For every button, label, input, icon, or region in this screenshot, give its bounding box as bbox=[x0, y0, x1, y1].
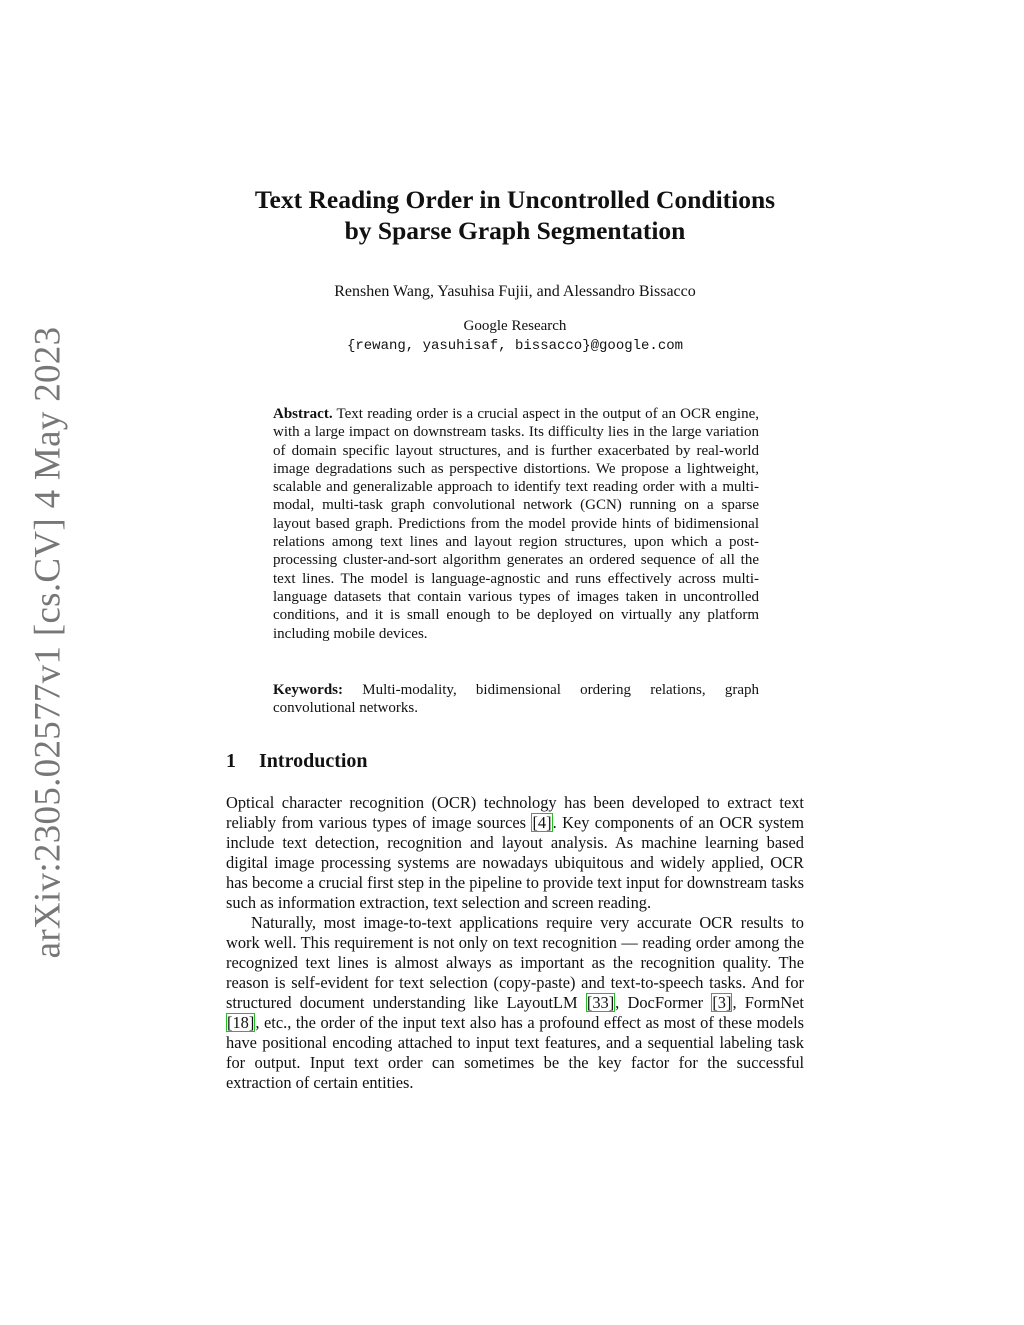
citation-link-33[interactable]: [33] bbox=[586, 993, 615, 1012]
paragraph-2-text-a: Naturally, most image-to-text applications require very accurate OCR results to work well. This requirement is not only on text recognition — reading order among the recognized text lines is almost always as important as the recognition quality. The reason is self-evident for text selection (copy-paste) and text-to-speech tasks. And for structured document understanding like LayoutLM bbox=[226, 913, 804, 1012]
keywords-label: Keywords: bbox=[273, 682, 343, 698]
keywords bbox=[273, 681, 759, 718]
paper-title-line-2: by Sparse Graph Segmentation bbox=[344, 216, 686, 245]
paper-title-line-1: Text Reading Order in Uncontrolled Conditions bbox=[254, 185, 776, 214]
affiliation: Google Research bbox=[463, 318, 567, 334]
abstract-text: Text reading order is a crucial aspect in the output of an OCR engine, with a large impact on downstream tasks. Its difficulty lies in the large variation of domain specific layout structures, and is further exacerbated by real-world image degradations such as perspective distortions. We propose a lightweight, scalable and generalizable approach to identify text reading order with a multi-modal, multi-task graph convolutional network (GCN) running on a sparse layout based graph. Predictions from the model provide hints of bidimensional relations among text lines and layout region structures, upon which a post-processing cluster-and-sort algorithm generates an ordered sequence of all the text lines. The model is language-agnostic and runs effectively across multi-language datasets that contain various types of images taken in uncontrolled conditions, and it is small enough to be deployed on virtually any platform including mobile devices. bbox=[273, 406, 759, 642]
citation-link-18[interactable]: [18] bbox=[227, 1013, 255, 1032]
section-number: 1 bbox=[226, 750, 236, 772]
arxiv-identifier-stamp bbox=[22, 326, 74, 959]
paragraph-1-text-b: . Key components of an OCR system include text detection, recognition and layout analysis. As machine learning based digital image processing systems are nowadays ubiquitous and widely applied, OCR has become a crucial first step in the pipeline to provide text input for downstream tasks such as information extraction, text selection and screen reading. bbox=[226, 813, 804, 912]
paragraph-2 bbox=[226, 913, 804, 1093]
author-emails: {rewang, yasuhisaf, bissacco}@google.com bbox=[346, 338, 684, 354]
abstract-label: Abstract. bbox=[273, 406, 333, 422]
paragraph-1 bbox=[226, 793, 804, 913]
citation-link-3[interactable]: [3] bbox=[712, 993, 732, 1012]
author-list: Renshen Wang, Yasuhisa Fujii, and Alessandro Bissacco bbox=[334, 283, 696, 300]
section-heading-introduction bbox=[226, 750, 368, 773]
paragraph-1-text-a: Optical character recognition (OCR) technology has been developed to extract text reliably from various types of image sources bbox=[226, 793, 804, 832]
introduction-body bbox=[226, 793, 804, 1093]
paragraph-2-text-c: , FormNet bbox=[732, 993, 804, 1012]
abstract bbox=[273, 405, 759, 643]
section-title: Introduction bbox=[259, 750, 368, 772]
paragraph-2-text-d: , etc., the order of the input text also has a profound effect as most of these models have positional encoding attached to input text features, and a sequential labeling task for output. Input text order can sometimes be the key factor for the successful extraction of certain entities. bbox=[226, 1013, 804, 1092]
paper-title bbox=[150, 184, 880, 246]
citation-link-4[interactable]: [4] bbox=[532, 813, 552, 832]
paragraph-2-text-b: , DocFormer bbox=[615, 993, 712, 1012]
arxiv-identifier-text: arXiv:2305.02577v1 [cs.CV] 4 May 2023 bbox=[27, 326, 69, 959]
keywords-text: Multi-modality, bidimensional ordering relations, graph convolutional networks. bbox=[273, 682, 759, 717]
